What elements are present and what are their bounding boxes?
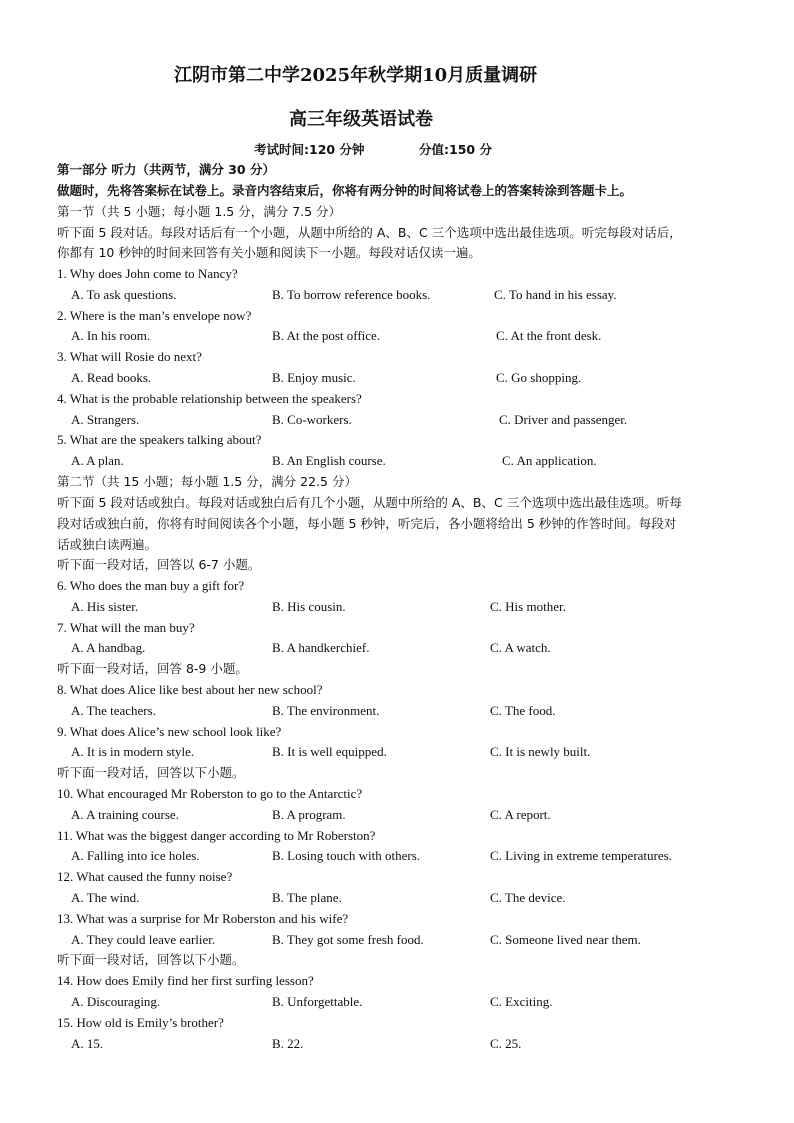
q14-option-a: A. Discouraging. <box>71 994 161 1009</box>
question-10: 10. What encouraged Mr Roberston to go to the Antarctic? <box>57 786 363 801</box>
q6-option-a: A. His sister. <box>71 599 139 614</box>
q1-option-c: C. To hand in his essay. <box>494 287 617 302</box>
q10-option-b: B. A program. <box>272 807 346 822</box>
q15-option-c: C. 25. <box>490 1036 522 1051</box>
q14-option-c: C. Exciting. <box>490 994 553 1009</box>
exam-title: 江阴市第二中学2025年秋学期10月质量调研 <box>174 65 538 86</box>
q8-option-a: A. The teachers. <box>71 703 156 718</box>
q8-option-c: C. The food. <box>490 703 556 718</box>
question-12: 12. What caused the funny noise? <box>57 869 233 884</box>
q9-option-c: C. It is newly built. <box>490 744 591 759</box>
q5-option-b: B. An English course. <box>272 453 386 468</box>
q11-option-b: B. Losing touch with others. <box>272 848 421 863</box>
q15-option-a: A. 15. <box>71 1036 104 1051</box>
question-6: 6. Who does the man buy a gift for? <box>57 578 245 593</box>
exam-score: 分值:150 分 <box>419 142 492 157</box>
section1-instruction-line1: 听下面 5 段对话。每段对话后有一个小题，从题中所给的 A、B、C 三个选项中选出最佳选项。听完每段对话后， <box>57 225 682 240</box>
q7-option-c: C. A watch. <box>490 640 551 655</box>
q10-option-a: A. A training course. <box>71 807 179 822</box>
q12-option-a: A. The wind. <box>71 890 140 905</box>
q5-option-a: A. A plan. <box>71 453 124 468</box>
q3-option-c: C. Go shopping. <box>496 370 582 385</box>
q1-option-b: B. To borrow reference books. <box>272 287 431 302</box>
q7-option-b: B. A handkerchief. <box>272 640 370 655</box>
q3-option-b: B. Enjoy music. <box>272 370 356 385</box>
q11-option-a: A. Falling into ice holes. <box>71 848 200 863</box>
q3-option-a: A. Read books. <box>71 370 152 385</box>
question-2: 2. Where is the man’s envelope now? <box>57 308 252 323</box>
q13-option-b: B. They got some fresh food. <box>272 932 424 947</box>
q7-option-a: A. A handbag. <box>71 640 146 655</box>
q2-option-b: B. At the post office. <box>272 328 381 343</box>
section2-instruction-line2: 段对话或独白前，你将有时间阅读各个小题，每小题 5 秒钟，听完后，各小题将给出 5 秒钟的作答时间。每段对 <box>57 516 677 531</box>
group-note-10-13: 听下面一段对话，回答以下小题。 <box>57 765 245 780</box>
q12-option-c: C. The device. <box>490 890 566 905</box>
q6-option-c: C. His mother. <box>490 599 566 614</box>
q9-option-b: B. It is well equipped. <box>272 744 387 759</box>
section2-instruction-line3: 话或独白读两遍。 <box>57 537 158 552</box>
question-3: 3. What will Rosie do next? <box>57 349 202 364</box>
question-11: 11. What was the biggest danger according to Mr Roberston? <box>57 828 376 843</box>
exam-subtitle: 高三年级英语试卷 <box>289 109 433 130</box>
q5-option-c: C. An application. <box>502 453 597 468</box>
q8-option-b: B. The environment. <box>272 703 380 718</box>
q13-option-a: A. They could leave earlier. <box>71 932 216 947</box>
question-5: 5. What are the speakers talking about? <box>57 432 262 447</box>
q2-option-a: A. In his room. <box>71 328 151 343</box>
part1-notice: 做题时，先将答案标在试卷上。录音内容结束后，你将有两分钟的时间将试卷上的答案转涂到答题卡上。 <box>57 183 633 198</box>
question-1: 1. Why does John come to Nancy? <box>57 266 238 281</box>
group-note-6-7: 听下面一段对话，回答以 6-7 小题。 <box>57 557 261 572</box>
q2-option-c: C. At the front desk. <box>496 328 602 343</box>
group-note-14-15: 听下面一段对话，回答以下小题。 <box>57 952 245 967</box>
exam-time: 考试时间:120 分钟 <box>254 142 365 157</box>
q4-option-a: A. Strangers. <box>71 412 140 427</box>
question-7: 7. What will the man buy? <box>57 620 195 635</box>
question-13: 13. What was a surprise for Mr Roberston and his wife? <box>57 911 349 926</box>
question-4: 4. What is the probable relationship between the speakers? <box>57 391 362 406</box>
q1-option-a: A. To ask questions. <box>71 287 177 302</box>
q10-option-c: C. A report. <box>490 807 551 822</box>
question-14: 14. How does Emily find her first surfing lesson? <box>57 973 314 988</box>
q6-option-b: B. His cousin. <box>272 599 346 614</box>
section2-heading: 第二节（共 15 小题；每小题 1.5 分，满分 22.5 分） <box>57 474 357 489</box>
q4-option-b: B. Co-workers. <box>272 412 352 427</box>
q14-option-b: B. Unforgettable. <box>272 994 363 1009</box>
q11-option-c: C. Living in extreme temperatures. <box>490 848 672 863</box>
q4-option-c: C. Driver and passenger. <box>499 412 628 427</box>
section1-instruction-line2: 你都有 10 秒钟的时间来回答有关小题和阅读下一小题。每段对话仅读一遍。 <box>57 245 481 260</box>
q15-option-b: B. 22. <box>272 1036 304 1051</box>
q13-option-c: C. Someone lived near them. <box>490 932 641 947</box>
q9-option-a: A. It is in modern style. <box>71 744 195 759</box>
question-8: 8. What does Alice like best about her new school? <box>57 682 323 697</box>
group-note-8-9: 听下面一段对话，回答 8-9 小题。 <box>57 661 248 676</box>
part1-heading: 第一部分 听力（共两节，满分 30 分） <box>57 162 275 177</box>
q12-option-b: B. The plane. <box>272 890 342 905</box>
section2-instruction-line1: 听下面 5 段对话或独白。每段对话或独白后有几个小题，从题中所给的 A、B、C 三个选项中选出最佳选项。听每 <box>57 495 682 510</box>
question-9: 9. What does Alice’s new school look like? <box>57 724 282 739</box>
question-15: 15. How old is Emily’s brother? <box>57 1015 224 1030</box>
section1-heading: 第一节（共 5 小题；每小题 1.5 分，满分 7.5 分） <box>57 204 342 219</box>
